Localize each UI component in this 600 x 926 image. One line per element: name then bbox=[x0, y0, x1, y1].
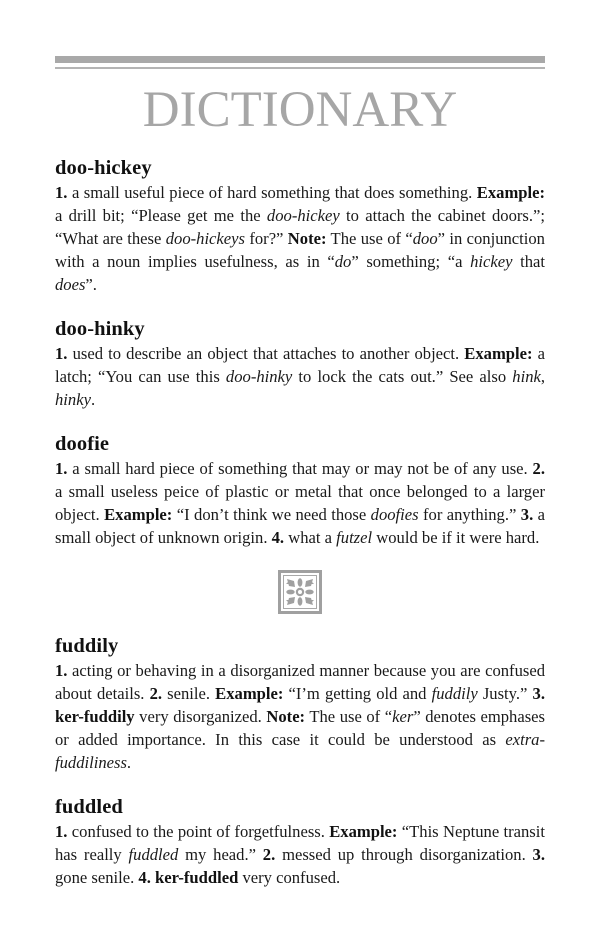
definition-bold-text: 1. bbox=[55, 459, 68, 478]
definition-bold-text: 1. bbox=[55, 183, 68, 202]
definition-italic-text: doo-hickey bbox=[266, 206, 340, 225]
definition-italic-text: hinky bbox=[55, 390, 91, 409]
entry-headword: doo-hinky bbox=[55, 318, 145, 340]
definition-text: senile. bbox=[162, 684, 216, 703]
definition-text: for anything.” bbox=[418, 505, 521, 524]
page-title: DICTIONARY bbox=[142, 82, 458, 138]
definition-text: a drill bit; “Please get me the bbox=[55, 206, 267, 225]
dictionary-entry-fuddily bbox=[55, 634, 545, 774]
definition-text: ” denotes emphases or added importance. In this case it could be understood as bbox=[55, 707, 545, 749]
definition-italic-text: ker bbox=[392, 707, 414, 726]
definition-text: very disorganized. bbox=[134, 707, 267, 726]
definition-bold-text: Example: bbox=[104, 505, 173, 524]
entry-definition bbox=[55, 820, 545, 889]
definition-bold-text: Note: bbox=[266, 707, 306, 726]
entry-headword: fuddily bbox=[55, 635, 119, 657]
entry-headword: doo-hickey bbox=[55, 157, 152, 179]
definition-text: a small useless peice of plastic or metal that once belonged to a larger object. bbox=[55, 482, 545, 524]
definition-text: would be if it were hard. bbox=[372, 528, 540, 547]
definition-bold-text: 2. bbox=[262, 845, 276, 864]
definition-text: ”. bbox=[85, 275, 97, 294]
definition-bold-text: 1. bbox=[55, 822, 68, 841]
definition-italic-text: hickey bbox=[470, 252, 513, 271]
definition-text: , bbox=[540, 367, 546, 386]
dictionary-entry-doo-hickey bbox=[55, 156, 545, 296]
definition-text: Justy.” bbox=[477, 684, 533, 703]
definition-italic-text: fuddily bbox=[431, 684, 478, 703]
definition-text: a small object of unknown origin. bbox=[55, 505, 545, 547]
definition-text: . bbox=[126, 753, 132, 772]
definition-text: ” something; “a bbox=[351, 252, 471, 271]
definition-bold-text: 4. ker-fuddled bbox=[138, 868, 239, 887]
definition-bold-text: Example: bbox=[464, 344, 533, 363]
definition-italic-text: hink bbox=[512, 367, 541, 386]
entry-definition bbox=[55, 181, 545, 296]
definition-text: used to describe an object that attaches to another object. bbox=[67, 344, 465, 363]
dictionary-entry-fuddled bbox=[55, 795, 545, 889]
definition-text: very confused. bbox=[238, 868, 341, 887]
entries-group-bottom bbox=[55, 634, 545, 889]
definition-text: to lock the cats out.” See also bbox=[292, 367, 513, 386]
definition-italic-text: futzel bbox=[336, 528, 373, 547]
definition-text: confused to the point of forgetfulness. bbox=[67, 822, 330, 841]
dictionary-entry-doofie bbox=[55, 432, 545, 549]
definition-bold-text: 4. bbox=[271, 528, 285, 547]
definition-text: for?” bbox=[244, 229, 288, 248]
entries-group-top bbox=[55, 156, 545, 549]
definition-italic-text: doo-hinky bbox=[225, 367, 293, 386]
definition-bold-text: 1. bbox=[55, 661, 68, 680]
definition-text: a small hard piece of something that may or may not be of any use. bbox=[67, 459, 533, 478]
entry-definition bbox=[55, 457, 545, 549]
definition-bold-text: Example: bbox=[329, 822, 398, 841]
definition-text: . bbox=[90, 390, 96, 409]
header-rule-thin bbox=[55, 67, 545, 69]
definition-italic-text: doo bbox=[412, 229, 438, 248]
definition-text: The use of “ bbox=[305, 707, 393, 726]
definition-text: gone senile. bbox=[55, 868, 139, 887]
section-divider bbox=[55, 570, 545, 614]
definition-text: a latch; “You can use this bbox=[55, 344, 546, 386]
definition-text: messed up through disorganization. bbox=[275, 845, 533, 864]
definition-bold-text: 2. bbox=[149, 684, 163, 703]
floral-tile-ornament-icon bbox=[278, 570, 322, 614]
dictionary-content bbox=[55, 156, 545, 910]
definition-bold-text: Example: bbox=[476, 183, 545, 202]
definition-italic-text: extra-fuddiliness bbox=[55, 730, 545, 772]
definition-text: that bbox=[512, 252, 546, 271]
definition-bold-text: 3. bbox=[532, 845, 545, 864]
definition-text: “I don’t think we need those bbox=[172, 505, 371, 524]
definition-italic-text: doofies bbox=[370, 505, 419, 524]
definition-text: “I’m getting old and bbox=[283, 684, 432, 703]
definition-italic-text: fuddled bbox=[128, 845, 179, 864]
definition-text: “This Neptune transit has really bbox=[55, 822, 545, 864]
definition-italic-text: do bbox=[334, 252, 352, 271]
header-rule-thick bbox=[55, 56, 545, 63]
definition-text: to attach the cabinet doors.”; “What are these bbox=[55, 206, 545, 248]
definition-text: ” in conjunction with a noun implies usefulness, as in “ bbox=[55, 229, 545, 271]
entry-headword: doofie bbox=[55, 433, 110, 455]
definition-bold-text: 3. ker-fuddily bbox=[55, 684, 545, 726]
definition-text: what a bbox=[284, 528, 337, 547]
definition-italic-text: does bbox=[55, 275, 86, 294]
definition-bold-text: 1. bbox=[55, 344, 68, 363]
definition-bold-text: 3. bbox=[520, 505, 534, 524]
definition-bold-text: Example: bbox=[215, 684, 284, 703]
definition-italic-text: doo-hickeys bbox=[165, 229, 245, 248]
definition-text: The use of “ bbox=[326, 229, 413, 248]
entry-definition bbox=[55, 659, 545, 774]
entry-definition bbox=[55, 342, 545, 411]
definition-text: my head.” bbox=[178, 845, 263, 864]
definition-text: a small useful piece of hard something that does something. bbox=[67, 183, 477, 202]
dictionary-entry-doo-hinky bbox=[55, 317, 545, 411]
definition-bold-text: 2. bbox=[532, 459, 545, 478]
definition-text: acting or behaving in a disorganized manner because you are confused about details. bbox=[55, 661, 545, 703]
entry-headword: fuddled bbox=[55, 796, 123, 818]
definition-bold-text: Note: bbox=[287, 229, 327, 248]
